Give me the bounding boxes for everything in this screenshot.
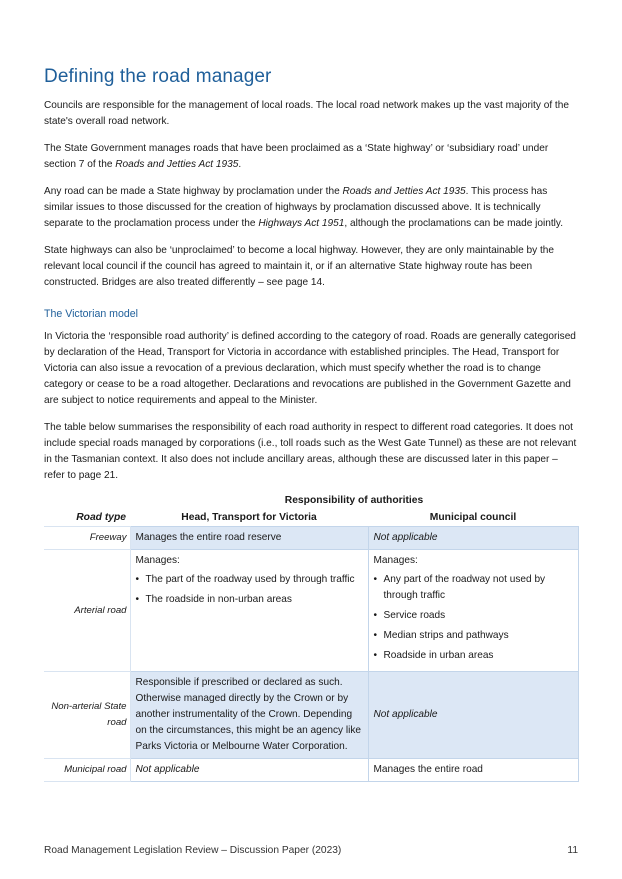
column-header-road-type: Road type: [76, 512, 126, 523]
list-item: • Any part of the roadway not used by through traffic: [374, 572, 573, 604]
paragraph-proclamation: [44, 184, 578, 232]
column-header-municipal-council: Municipal council: [429, 512, 517, 523]
council-cell: Not applicable: [368, 527, 578, 550]
road-type-cell: Freeway: [44, 527, 130, 550]
table-row: [44, 550, 578, 672]
list-item: • Median strips and pathways: [374, 628, 573, 644]
table-row: [44, 527, 578, 550]
council-cell: [368, 550, 578, 672]
cell-intro: Manages:: [373, 555, 418, 566]
council-cell: Manages the entire road: [368, 759, 578, 782]
head-cell: Not applicable: [130, 759, 368, 782]
column-header-head-transport: Head, Transport for Victoria: [181, 512, 317, 523]
text: The State Government manages roads that have been proclaimed as a ‘State highway’ or ‘subsidiary road’ under section 7 of the: [44, 143, 549, 170]
responsibility-table-wrapper: [44, 495, 578, 782]
road-type-cell: Municipal road: [44, 759, 130, 782]
table-group-header: Responsibility of authorities: [284, 495, 424, 506]
page-footer: [44, 845, 578, 856]
act-name: Roads and Jetties Act 1935: [115, 159, 239, 170]
page-heading: Defining the road manager: [44, 66, 272, 87]
page-number: 11: [567, 845, 578, 856]
head-cell: [130, 550, 368, 672]
responsibility-table: [44, 510, 579, 782]
act-name: Highways Act 1951: [258, 218, 345, 229]
page-content: [44, 66, 578, 782]
paragraph-unproclaimed: State highways can also be ‘unproclaimed’ to become a local highway. However, they are only maintainable by the relevant local council if the council has agreed to maintain it, or if an alternative State highway route has been constructed. Bridges are also treated differently – see page 14.: [44, 245, 555, 288]
list-item: • Roadside in urban areas: [374, 648, 573, 664]
table-row: [44, 672, 578, 759]
text: .: [238, 159, 242, 170]
bullet-list: [136, 572, 363, 608]
road-type-cell: Non-arterial State road: [44, 672, 130, 759]
act-name: Roads and Jetties Act 1935: [342, 186, 466, 197]
paragraph-table-intro: The table below summarises the responsibility of each road authority in respect to different road categories. It does not include special roads managed by corporations (i.e., toll roads such as the West Gate Tunnel) as these are not relevant in the Tasmanian context. It also does not include ancillary areas, although these are discussed later in this paper – refer to page 21.: [44, 422, 577, 481]
footer-title: Road Management Legislation Review – Discussion Paper (2023): [44, 845, 342, 856]
subheading-victorian-model: The Victorian model: [44, 308, 139, 320]
bullet-list: [374, 572, 573, 664]
head-cell: Manages the entire road reserve: [130, 527, 368, 550]
cell-intro: Manages:: [135, 555, 180, 566]
list-item: • Service roads: [374, 608, 573, 624]
text: . This process has similar issues to those discussed for the creation of highways by proclamation discussed above. It is technically separate to the proclamation process under the: [44, 186, 548, 229]
table-row: [44, 759, 578, 782]
head-cell: Responsible if prescribed or declared as such. Otherwise managed directly by the Crown or by another instrumentality of the Crown. Depending on the circumstances, this might be an agency like Parks Victoria or Melbourne Water Corporation.: [130, 672, 368, 759]
paragraph-state-government: [44, 141, 578, 173]
list-item: • The roadside in non-urban areas: [136, 592, 363, 608]
paragraph-councils: Councils are responsible for the management of local roads. The local road network makes up the vast majority of the state's overall road network.: [44, 100, 569, 127]
road-type-cell: Arterial road: [44, 550, 130, 672]
paragraph-victoria: In Victoria the ‘responsible road authority’ is defined according to the category of road. Roads are generally categorised by declaration of the Head, Transport for Victoria in accordance with established principles. The Head, Transport for Victoria can also issue a revocation of a previous declaration, which must specify whether the road is to change category or cease to be a road altogether. Declarations and revocations are published in the Government Gazette and are subject to notice requirements and appeal to the Minister.: [44, 331, 576, 406]
table-header-row: [44, 510, 578, 527]
text: Any road can be made a State highway by proclamation under the: [44, 186, 343, 197]
council-cell: Not applicable: [368, 672, 578, 759]
list-item: • The part of the roadway used by through traffic: [136, 572, 363, 588]
text: , although the proclamations can be made jointly.: [344, 218, 564, 229]
